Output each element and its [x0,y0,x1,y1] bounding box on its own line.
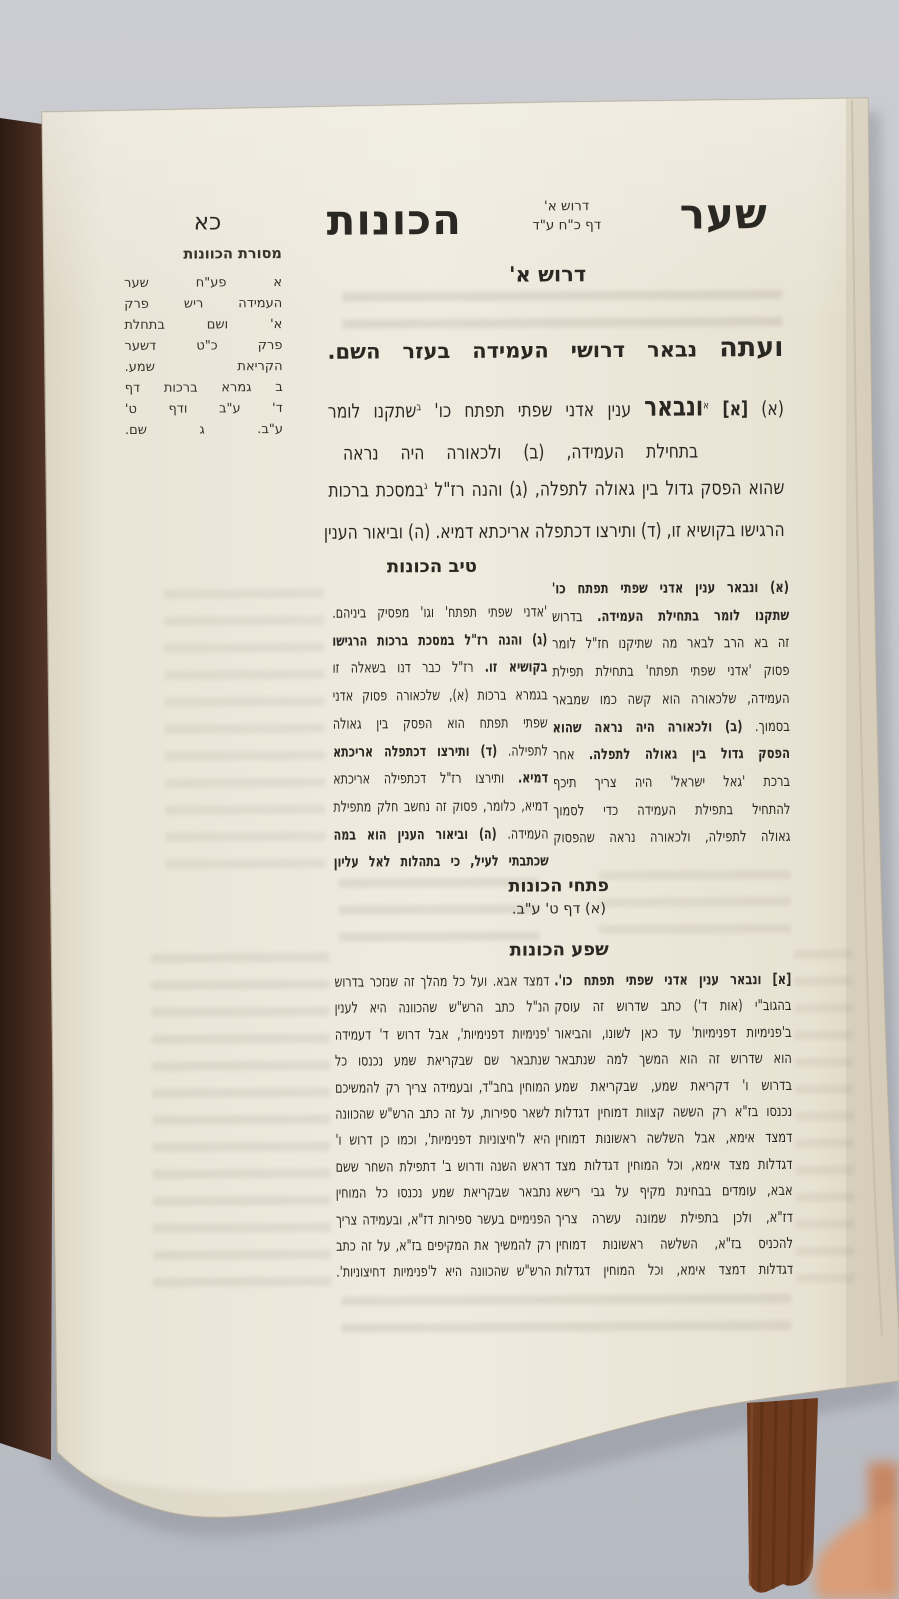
text-line: 'אדני שפתי תפתח' וגו' מפסיק ביניהם. [332,602,548,622]
text-line: שפתי תפתח הוא הפסק בין גאולה [332,713,548,733]
text-line: בדרוש ו' דקריאת שמע, שבקריאת שמע [554,1075,793,1095]
show-through-text [794,950,854,1285]
shefa-left-column [334,967,551,1285]
running-head-reference [507,197,627,236]
text-line: דמצד אימא, אבל השלשה ראשונות דמוחין [555,1128,793,1148]
text-line: דז"א, ולכן בתפילת שמונה עשרה צריך [555,1207,793,1228]
opening-line [327,328,783,372]
text-line: [א] ונבאר ענין אדני שפתי תפתח כו'. [554,969,792,990]
text-line: פרק כ"ט דשער [124,338,283,354]
text-line: שכתבתי לעיל, כי בתהלות לאל עליון [333,851,549,872]
text-line: הרש"ש שהכוונה היא ל'פנימיות דחיצוניות'. [336,1261,552,1282]
text-line: ברכת 'גאל ישראל' היה צריך תיכף [552,771,791,792]
tiv-right-column [552,574,791,852]
text-line: המוחין בחב"ד, ובעמידה צריך רק להמשיכם [335,1077,551,1097]
main-text-paragraph [323,388,785,551]
text-line: בהגוב"י (אות ד') כתב שדרוש זה עוסק [554,996,792,1016]
text-line: (א) ונבאר ענין אדני שפתי תפתח כו' [551,577,790,598]
tiv-left-column [332,598,549,876]
show-through-text [164,589,326,875]
shefa-right-column [554,966,793,1284]
page-number: כא [193,209,222,236]
text-line: שהוא הפסק גדול בין גאולה לתפלה, (ג) והנה רז"ל $^ג$במסכת ברכות [328,475,785,502]
text-line: פסוק 'אדני שפתי תפתח' בתחילת תפילת [552,661,790,681]
text-line: העמידה ריש פרק [124,296,283,312]
text-line: הנ"ל כתב הרש"ש שהכוונה היא לענין [334,997,550,1018]
text-line: העמידה, שלכאורה הוא קשה כמו שמבאר [552,688,790,709]
text-line: העמידה. (ה) וביאור הענין הוא במה [333,824,549,844]
text-line: ב'פנימיות דפנימיות' עד כאן לשונו, והביאור [554,1022,792,1043]
text-line: הפסק גדול בין גאולה לתפלה. אחר [552,744,791,764]
text-line: דמצד אבא. ועל כל מהלך זה שנזכר בדרוש [334,971,550,991]
text-line: נתבאר שבקריאת שמע נכנסו כל המוחין [335,1182,551,1202]
text-line: רק להמשיך את המקיפים בז"א, על זה כתב [336,1235,552,1255]
text-line: ועתה נבאר דרושי העמידה בעזר השם. [327,331,784,364]
text-line: גאולה לתפילה, ולכאורה נראה שהפסוק [553,827,791,847]
show-through-text [341,1294,791,1341]
text-line: הקריאת שמע. [124,359,283,375]
text-line: א פע"ח שער [124,275,283,291]
text-line: א' ושם בתחלת [124,317,283,333]
tiv-hakavanot-heading: טיב הכונות [386,555,478,578]
text-line: הפנימיים בעשר ספירות דז"א, ובעמידה צריך [335,1209,551,1229]
masoret-lines [124,272,283,441]
text-line: בקושיא זו. רז"ל כבר דנו בשאלה זו [332,657,548,678]
text-line: בסמוך. (ב) ולכאורה היה נראה שהוא [552,716,790,736]
text-line: דמיא. ותירצו רז"ל דכתפילה אריכתא [333,768,549,788]
text-line: נכנסו בז"א רק הששה קצוות דמוחין דגדלות [554,1101,793,1122]
text-line: שתקנו לומר בתחילת העמידה. בדרוש [551,605,790,626]
text-line: לשאר ספירות, על זה כתב הרש"ש שהכוונה [335,1103,551,1123]
text-line: דגדלות מצד אימא, וכל המוחין דגדלות מצד [555,1154,793,1175]
text-line: הרגישו בקושיא זו, (ד) ותירצו דכתפלה אריכתא דמיא. (ה) וביאור הענין [323,517,785,544]
masoret-hakavanot-notes [124,244,283,441]
text-line: שנתבאר שם שבקריאת שמע נכנסו כל [334,1050,550,1070]
text-line: הוא שדרוש זה הוא המשך למה שנתבאר [554,1049,792,1069]
derush-ref-line1: דרוש א' [543,198,590,215]
text-line: (א) [א] $^א$ונבאר ענין אדני שפתי תפתח כו' $^ב$שתקנו לומר [327,391,784,423]
text-line: זה בא הרב לבאר מה שתיקנו חז"ל לומר [552,633,790,653]
text-line: להכניס בז"א, השלשה ראשונות דמוחין [555,1233,794,1254]
text-line: ע"ב. ג שם. [124,422,284,438]
text-line: 'פנימיות דפנימיות', אבל דרוש ד' דעמידה [334,1024,550,1044]
pitchei-hakavanot-note: (א) דף ט' ע"ב. [511,901,607,918]
text-line: דמיא, כלומר, פסוק זה נחשב חלק מתפילת [333,796,549,816]
pitchei-hakavanot-heading: פתחי הכונות [508,876,610,897]
text-line: בתחילת העמידה, (ב) ולכאורה היה נראה [342,438,699,465]
text-line: להתחיל בתפילת העמידה כדי לסמוך [553,799,791,819]
derush-ref-line2: דף כ"ח ע"ד [532,217,602,234]
pitchei-hakavanot-section [331,875,787,919]
text-line: ד' ע"ב ודף ט' [124,401,283,417]
text-line: ב גמרא ברכות דף [124,380,283,396]
text-line: דראש השנה ודרוש ב' דתפילת השחר ששם [335,1156,551,1176]
text-line: (ג) והנה רז"ל במסכת ברכות הרגישו [332,630,548,650]
book-title-left: הכונות [326,194,463,245]
text-line: דגדלות דמצד אימא, וכל המוחין דגדלות [555,1260,794,1280]
text-line: בגמרא ברכות (א), שלכאורה פסוק אדני [332,685,548,705]
shefa-hakavanot-heading: שפע הכונות [509,939,609,961]
text-line: לתפילה. (ד) ותירצו דכתפלה אריכתא [332,740,549,761]
masoret-title: מסורת הכוונות [183,246,282,263]
text-line: אבא, עומדים בבחינת מקיף על גבי רישא [555,1181,793,1201]
show-through-text [151,953,331,1289]
derush-title: דרוש א' [508,262,587,287]
text-line: היא ל'חיצוניות דפנימיות', וכמו כן דרוש ו' [335,1129,551,1150]
book-title-right: שער [679,189,768,239]
